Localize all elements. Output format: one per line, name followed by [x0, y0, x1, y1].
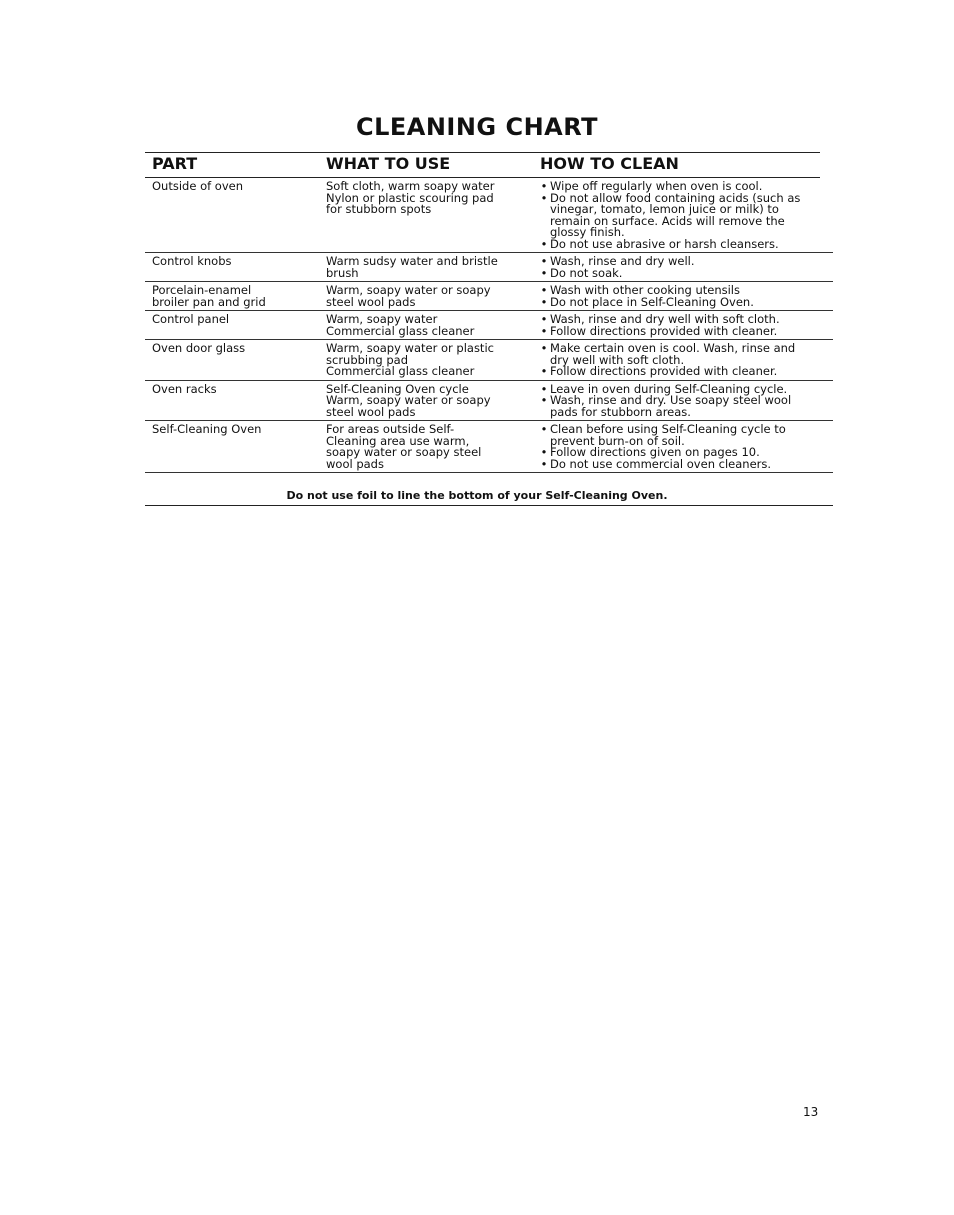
part-cell-line: Oven door glass [152, 341, 246, 355]
bullet-line: Wash, rinse and dry well with soft cloth. [550, 312, 780, 326]
bullet-line: Do not place in Self-Cleaning Oven. [550, 294, 754, 309]
table-body [145, 178, 833, 473]
bullet-line: Do not use commercial oven cleaners. [550, 456, 772, 471]
bullet-text [550, 190, 801, 239]
what-to-use-cell-line: for stubborn spots [326, 202, 432, 216]
bullet-line: Wash with other cooking utensils [550, 283, 740, 297]
bullet-line: Do not allow food containing acids (such as [550, 190, 801, 205]
bullet-line: Follow directions given on pages 10. [550, 445, 760, 459]
what-to-use-cell-line: Warm, soapy water [326, 312, 438, 326]
part-cell [145, 256, 326, 279]
what-to-use-cell-line: Warm, soapy water or plastic [326, 341, 494, 355]
part-cell [145, 424, 326, 470]
what-to-use-cell-line: Commercial glass cleaner [326, 364, 475, 378]
bullet-icon: • [540, 283, 548, 297]
how-to-clean-cell [538, 314, 833, 337]
bullet-text [550, 294, 754, 309]
part-cell-line: broiler pan and grid [152, 294, 266, 309]
what-to-use-cell-line: Warm, soapy water or soapy [326, 283, 491, 297]
bullet-icon: • [540, 445, 548, 459]
what-to-use-cell [326, 181, 538, 250]
how-to-clean-cell [538, 343, 833, 378]
part-cell-line: Control knobs [152, 254, 232, 268]
bullet-line: pads for stubborn areas. [550, 404, 691, 419]
how-to-clean-cell [538, 181, 833, 250]
part-cell [145, 285, 326, 308]
what-to-use-cell [326, 314, 538, 337]
how-to-clean-cell [538, 381, 833, 419]
what-to-use-cell-line: Nylon or plastic scouring pad [326, 190, 494, 205]
bullet-icon: • [540, 456, 548, 471]
footer-note: Do not use foil to line the bottom of your Self-Cleaning Oven. [286, 489, 668, 502]
bullet-item [538, 395, 833, 418]
bullet-item [538, 190, 833, 239]
how-to-clean-cell [538, 256, 833, 279]
part-cell-line: Oven racks [152, 381, 217, 396]
table-row [145, 253, 833, 282]
part-cell [145, 181, 326, 250]
bullet-icon: • [540, 364, 548, 378]
bullet-icon: • [540, 381, 548, 396]
what-to-use-cell [326, 343, 538, 378]
what-to-use-cell [326, 381, 538, 419]
table-row [145, 421, 833, 473]
what-to-use-cell-line: Soft cloth, warm soapy water [326, 179, 495, 193]
bullet-icon: • [540, 323, 548, 338]
bullet-line: prevent burn-on of soil. [550, 433, 685, 448]
table-row [145, 340, 833, 381]
how-to-clean-cell [538, 285, 833, 308]
bullet-text [550, 456, 772, 471]
what-to-use-cell-line: Cleaning area use warm, [326, 433, 470, 448]
bullet-line: remain on surface. Acids will remove the [550, 213, 785, 228]
bullet-icon: • [540, 393, 548, 407]
bullet-line: Do not soak. [550, 265, 623, 280]
bullet-line: Leave in oven during Self-Cleaning cycle. [550, 381, 788, 396]
part-cell-line: Control panel [152, 312, 230, 326]
bullet-text [550, 236, 779, 251]
what-to-use-cell-line: Commercial glass cleaner [326, 323, 475, 338]
part-cell [145, 381, 326, 419]
bullet-icon: • [540, 265, 548, 280]
bullet-line: vinegar, tomato, lemon juice or milk) to [550, 202, 779, 216]
bullet-line: Wipe off regularly when oven is cool. [550, 179, 763, 193]
part-cell [145, 343, 326, 378]
bullet-item [538, 294, 833, 309]
bullet-line: Follow directions provided with cleaner. [550, 364, 778, 378]
part-cell-line: Porcelain-enamel [152, 283, 252, 297]
page-title: CLEANING CHART [355, 113, 599, 141]
what-to-use-cell-line: steel wool pads [326, 294, 416, 309]
header-what-to-use: WHAT TO USE [326, 154, 451, 173]
top-rule [145, 152, 820, 153]
bullet-line: Wash, rinse and dry well. [550, 254, 695, 268]
table-row [145, 178, 833, 253]
what-to-use-cell-line: soapy water or soapy steel [326, 445, 482, 459]
bullet-text [550, 424, 786, 447]
bullet-item [538, 366, 833, 378]
table-row [145, 311, 833, 340]
bullet-line: Do not use abrasive or harsh cleansers. [550, 236, 779, 251]
bullet-item [538, 323, 833, 338]
what-to-use-cell-line: Warm sudsy water and bristle [326, 254, 498, 268]
bullet-item [538, 236, 833, 251]
what-to-use-cell-line: Self-Cleaning Oven cycle [326, 381, 469, 396]
bullet-item [538, 424, 833, 447]
header-part: PART [152, 154, 198, 173]
bullet-icon: • [540, 179, 548, 193]
bullet-icon: • [540, 341, 548, 355]
how-to-clean-cell [538, 424, 833, 470]
what-to-use-cell [326, 256, 538, 279]
part-cell-line: Self-Cleaning Oven [152, 422, 262, 436]
what-to-use-cell-line: For areas outside Self- [326, 422, 455, 436]
bullet-line: Make certain oven is cool. Wash, rinse and [550, 341, 796, 355]
table-row [145, 282, 833, 311]
bullet-item [538, 265, 833, 280]
what-to-use-cell-line: wool pads [326, 456, 384, 471]
bullet-line: glossy finish. [550, 225, 625, 239]
bullet-item [538, 343, 833, 366]
what-to-use-cell-line: scrubbing pad [326, 352, 409, 367]
bullet-text [550, 265, 623, 280]
bullet-line: dry well with soft cloth. [550, 352, 685, 367]
bullet-icon: • [540, 236, 548, 251]
table-row [145, 381, 833, 422]
bullet-icon: • [540, 294, 548, 309]
what-to-use-cell [326, 424, 538, 470]
bullet-icon: • [540, 254, 548, 268]
bullet-text [550, 323, 778, 338]
bullet-text [550, 366, 777, 378]
bullet-icon: • [540, 190, 548, 205]
bullet-text [550, 343, 795, 366]
what-to-use-cell-line: Warm, soapy water or soapy [326, 393, 491, 407]
header-how-to-clean: HOW TO CLEAN [540, 154, 679, 173]
what-to-use-cell [326, 285, 538, 308]
bullet-icon: • [540, 312, 548, 326]
page-number: 13 [803, 1105, 819, 1119]
bullet-icon: • [540, 422, 548, 436]
what-to-use-cell-line: steel wool pads [326, 404, 416, 419]
bullet-item [538, 456, 833, 471]
bullet-line: Clean before using Self-Cleaning cycle to [550, 422, 786, 436]
bullet-line: Wash, rinse and dry. Use soapy steel wool [550, 393, 792, 407]
bullet-text [550, 395, 791, 418]
part-cell-line: Outside of oven [152, 179, 244, 193]
bullet-line: Follow directions provided with cleaner. [550, 323, 778, 338]
bottom-rule [145, 505, 833, 506]
part-cell [145, 314, 326, 337]
what-to-use-cell-line: brush [326, 265, 359, 280]
